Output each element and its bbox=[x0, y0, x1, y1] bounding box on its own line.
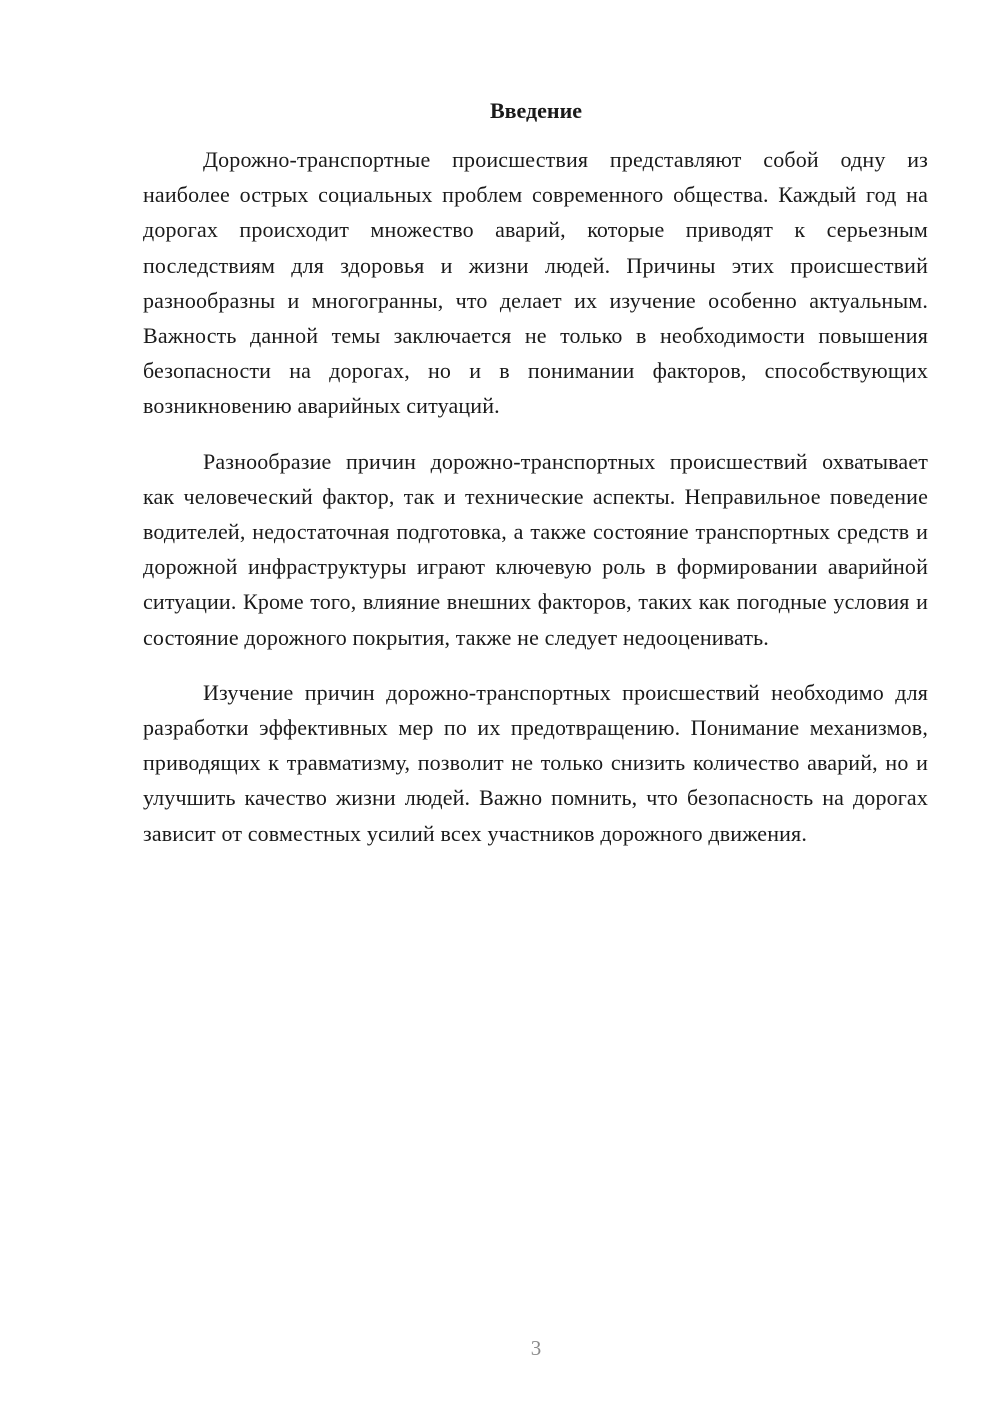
page-number: 3 bbox=[530, 1336, 542, 1360]
section-heading: Введение bbox=[489, 98, 583, 123]
body-text bbox=[143, 142, 928, 871]
paragraph-1: Дорожно-транспортные происшествия представляют собой одну из наиболее острых социальных проблем современного общества. Каждый год на дорогах происходит множество аварий, которые приводят к серьезным последствиям для здоровья и жизни людей. Причины этих происшествий разнообразны и многогранны, что делает их изучение особенно актуальным. Важность данной темы заключается не только в необходимости повышения безопасности на дорогах, но и в понимании факторов, способствующих возникновению аварийных ситуаций. bbox=[143, 147, 928, 419]
paragraph-2: Разнообразие причин дорожно-транспортных происшествий охватывает как человеческий фактор, так и технические аспекты. Неправильное поведение водителей, недостаточная подготовка, а также состояние транспортных средств и дорожной инфраструктуры играют ключевую роль в формировании аварийной ситуации. Кроме того, влияние внешних факторов, таких как погодные условия и состояние дорожного покрытия, также не следует недооценивать. bbox=[143, 448, 928, 650]
paragraph-3: Изучение причин дорожно-транспортных происшествий необходимо для разработки эффективных мер по их предотвращению. Понимание механизмов, приводящих к травматизму, позволит не только снизить количество аварий, но и улучшить качество жизни людей. Важно помнить, что безопасность на дорогах зависит от совместных усилий всех участников дорожного движения. bbox=[143, 679, 928, 846]
